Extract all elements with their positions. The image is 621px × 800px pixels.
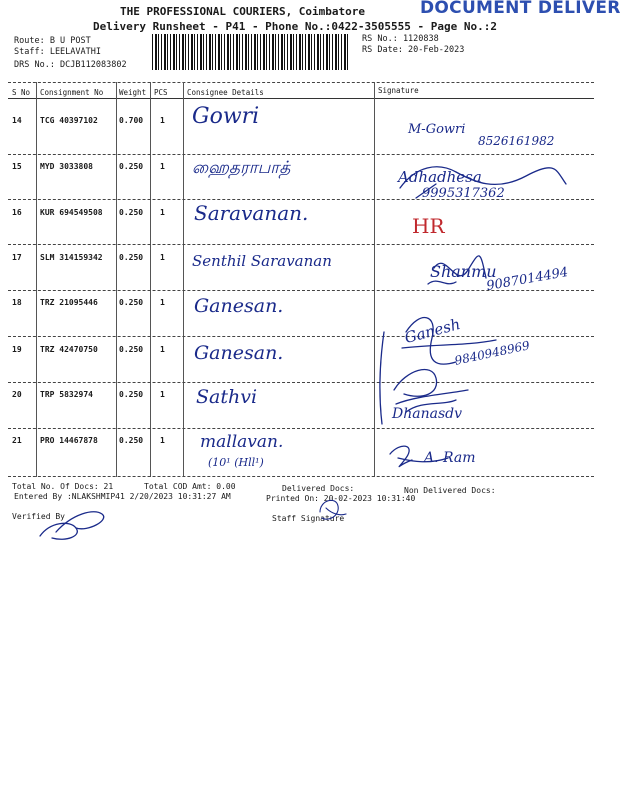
- signature-text: Ganesh: [402, 314, 463, 348]
- table-cell-weight: 0.250: [119, 436, 144, 445]
- consignee-handwriting-line2: (10¹ (Hll¹): [208, 456, 264, 469]
- col-header-consignee: Consignee Details: [187, 88, 264, 97]
- consignee-handwriting: Ganesan.: [194, 342, 284, 364]
- table-cell-consignment: TRZ 42470750: [40, 345, 98, 354]
- header-rule: [8, 98, 594, 99]
- table-cell-pcs: 1: [160, 253, 165, 262]
- company-title: THE PROFESSIONAL COURIERS, Coimbatore: [120, 5, 366, 18]
- signature-phone: 9087014494: [485, 264, 570, 295]
- consignee-handwriting: Senthil Saravanan: [192, 252, 332, 270]
- table-cell-weight: 0.700: [119, 116, 144, 125]
- signature-strokes: [376, 100, 596, 480]
- table-cell-consignment: SLM 314159342: [40, 253, 103, 262]
- table-cell-pcs: 1: [160, 116, 165, 125]
- table-cell-consignment: MYD 3033808: [40, 162, 93, 171]
- table-cell-pcs: 1: [160, 298, 165, 307]
- table-cell-weight: 0.250: [119, 298, 144, 307]
- consignee-handwriting: Ganesan.: [194, 295, 284, 317]
- table-cell-pcs: 1: [160, 162, 165, 171]
- col-header-signature: Signature: [378, 86, 419, 95]
- table-cell-pcs: 1: [160, 345, 165, 354]
- table-cell-weight: 0.250: [119, 390, 144, 399]
- signature-phone: 9995317362: [422, 186, 505, 201]
- table-cell-weight: 0.250: [119, 253, 144, 262]
- entered-by: Entered By :NLAKSHMIP41 2/20/2023 10:31:27 AM: [14, 492, 231, 501]
- col-divider: [116, 82, 117, 477]
- rs-date: RS Date: 20-Feb-2023: [362, 45, 465, 55]
- table-cell-pcs: 1: [160, 436, 165, 445]
- table-cell-consignment: TCG 40397102: [40, 116, 98, 125]
- col-divider: [36, 82, 37, 477]
- col-header-pcs: PCS: [154, 88, 168, 97]
- signature-text: A. Ram: [424, 450, 476, 466]
- table-cell-consignment: TRP 5832974: [40, 390, 93, 399]
- signature-text: HR: [412, 214, 445, 238]
- signature-text: M-Gowri: [408, 122, 466, 137]
- consignee-handwriting: mallavan.: [200, 432, 284, 452]
- table-cell-sno: 20: [12, 390, 22, 399]
- table-cell-pcs: 1: [160, 390, 165, 399]
- table-cell-sno: 19: [12, 345, 22, 354]
- route-label: Route: B U POST: [14, 36, 91, 46]
- signature-phone: 9840948969: [453, 338, 531, 368]
- consignee-handwriting: Sathvi: [196, 386, 258, 408]
- col-divider: [183, 82, 184, 477]
- staff-label: Staff: LEELAVATHI: [14, 47, 101, 57]
- table-cell-sno: 15: [12, 162, 22, 171]
- col-divider: [150, 82, 151, 477]
- table-cell-weight: 0.250: [119, 345, 144, 354]
- staff-signature-label: Staff Signature: [272, 514, 345, 523]
- printed-on: Printed On: 20-02-2023 10:31:40: [266, 494, 416, 503]
- staff-signature-mark: [314, 492, 354, 528]
- table-cell-consignment: TRZ 21095446: [40, 298, 98, 307]
- consignee-handwriting: Saravanan.: [194, 201, 309, 225]
- consignee-handwriting: Gowri: [192, 104, 260, 129]
- table-cell-sno: 17: [12, 253, 22, 262]
- table-cell-sno: 16: [12, 208, 22, 217]
- verifier-signature: [36, 502, 116, 548]
- delivered-docs: Delivered Docs:: [282, 484, 355, 493]
- signature-text: Adhadhesa: [398, 168, 482, 186]
- col-header-sno: S No: [12, 88, 31, 97]
- signature-text: Dhanasdv: [392, 406, 463, 422]
- document-delivery-stamp: DOCUMENT DELIVER: [420, 0, 621, 18]
- table-top-rule: [8, 82, 594, 83]
- rs-number: RS No.: 1120838: [362, 34, 439, 44]
- drs-number: DRS No.: DCJB112083802: [14, 60, 127, 70]
- table-cell-sno: 21: [12, 436, 22, 445]
- table-cell-sno: 14: [12, 116, 22, 125]
- verified-by-label: Verified By: [12, 512, 65, 521]
- table-cell-weight: 0.250: [119, 162, 144, 171]
- table-cell-sno: 18: [12, 298, 22, 307]
- consignee-handwriting: ஹைதராபாத்: [192, 158, 291, 178]
- table-cell-consignment: KUR 694549508: [40, 208, 103, 217]
- runsheet-subtitle: Delivery Runsheet - P41 - Phone No.:0422-3505555 - Page No.:2: [93, 20, 497, 33]
- barcode: [152, 34, 350, 70]
- signature-text: Shanmu: [430, 262, 497, 281]
- total-docs: Total No. Of Docs: 21: [12, 482, 114, 491]
- col-divider: [374, 82, 375, 477]
- signature-phone: 8526161982: [478, 134, 555, 148]
- table-cell-weight: 0.250: [119, 208, 144, 217]
- non-delivered-docs: Non Delivered Docs:: [404, 486, 496, 495]
- table-cell-consignment: PRO 14467878: [40, 436, 98, 445]
- total-cod: Total COD Amt: 0.00: [144, 482, 236, 491]
- col-header-weight: Weight: [119, 88, 147, 97]
- table-cell-pcs: 1: [160, 208, 165, 217]
- col-header-consignment: Consignment No: [40, 88, 104, 97]
